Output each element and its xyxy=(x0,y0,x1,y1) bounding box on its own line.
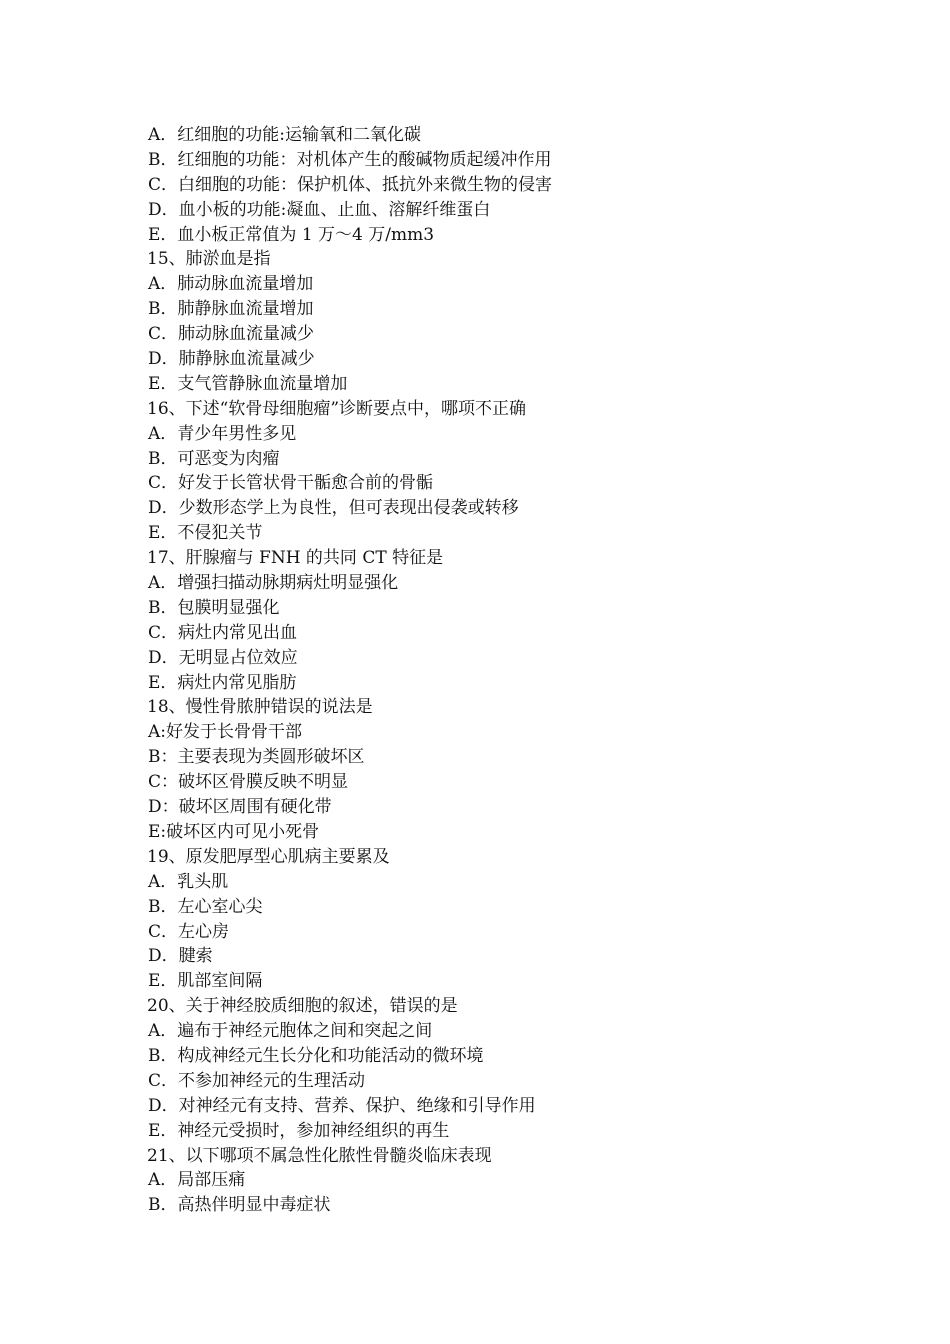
answer-option: E:破坏区内可见小死骨 xyxy=(148,821,320,842)
answer-option: C：破坏区骨膜反映不明显 xyxy=(148,772,349,793)
answer-option: A．乳头肌 xyxy=(148,871,229,892)
answer-option: A．肺动脉血流量增加 xyxy=(148,274,314,295)
answer-option: B．红细胞的功能：对机体产生的酸碱物质起缓冲作用 xyxy=(148,149,552,170)
answer-option: D．血小板的功能:凝血、止血、溶解纤维蛋白 xyxy=(148,199,491,220)
answer-option: C．肺动脉血流量减少 xyxy=(148,324,315,345)
answer-option: A．青少年男性多见 xyxy=(148,423,297,444)
answer-option: A．增强扫描动脉期病灶明显强化 xyxy=(148,573,399,594)
question-stem: 18、慢性骨脓肿错误的说法是 xyxy=(147,697,373,718)
question-stem: 17、肝腺瘤与 FNH 的共同 CT 特征是 xyxy=(147,548,444,569)
answer-option: A．遍布于神经元胞体之间和突起之间 xyxy=(148,1021,433,1042)
answer-option: B：主要表现为类圆形破坏区 xyxy=(148,747,365,768)
question-stem: 19、原发肥厚型心肌病主要累及 xyxy=(147,846,390,867)
answer-option: C．白细胞的功能：保护机体、抵抗外来微生物的侵害 xyxy=(148,174,553,195)
question-stem: 20、关于神经胶质细胞的叙述，错误的是 xyxy=(147,996,458,1017)
question-stem: 21、以下哪项不属急性化脓性骨髓炎临床表现 xyxy=(147,1145,492,1166)
answer-option: D．腱索 xyxy=(148,946,213,967)
question-stem: 15、肺淤血是指 xyxy=(147,249,271,270)
answer-option: E．肌部室间隔 xyxy=(148,971,263,992)
question-stem: 16、下述“软骨母细胞瘤”诊断要点中，哪项不正确 xyxy=(147,398,527,419)
answer-option: C．病灶内常见出血 xyxy=(148,622,298,643)
answer-option: B．高热伴明显中毒症状 xyxy=(148,1195,331,1216)
answer-option: D：破坏区周围有硬化带 xyxy=(148,797,332,818)
answer-option: A:好发于长骨骨干部 xyxy=(148,722,303,743)
answer-option: B．可恶变为肉瘤 xyxy=(148,448,280,469)
answer-option: D．肺静脉血流量减少 xyxy=(148,349,315,370)
answer-option: E．病灶内常见脂肪 xyxy=(148,672,297,693)
answer-option: E．支气管静脉血流量增加 xyxy=(148,373,348,394)
answer-option: D．少数形态学上为良性，但可表现出侵袭或转移 xyxy=(148,498,519,519)
answer-option: B．构成神经元生长分化和功能活动的微环境 xyxy=(148,1045,484,1066)
answer-option: B．肺静脉血流量增加 xyxy=(148,299,314,320)
answer-option: E．神经元受损时，参加神经组织的再生 xyxy=(148,1120,450,1141)
answer-option: B．包膜明显强化 xyxy=(148,597,280,618)
answer-option: A．局部压痛 xyxy=(148,1170,246,1191)
answer-option: A．红细胞的功能:运输氧和二氧化碳 xyxy=(148,125,422,145)
answer-option: C．不参加神经元的生理活动 xyxy=(148,1070,366,1091)
answer-option: B．左心室心尖 xyxy=(148,896,263,917)
answer-option: E．不侵犯关节 xyxy=(148,523,263,544)
document-body xyxy=(147,123,847,1218)
answer-option: D．对神经元有支持、营养、保护、绝缘和引导作用 xyxy=(148,1095,536,1116)
answer-option: C．左心房 xyxy=(148,921,230,942)
answer-option: E．血小板正常值为 1 万～4 万/mm3 xyxy=(148,224,435,245)
answer-option: D．无明显占位效应 xyxy=(148,647,298,668)
answer-option: C．好发于长管状骨干骺愈合前的骨骺 xyxy=(148,473,434,494)
